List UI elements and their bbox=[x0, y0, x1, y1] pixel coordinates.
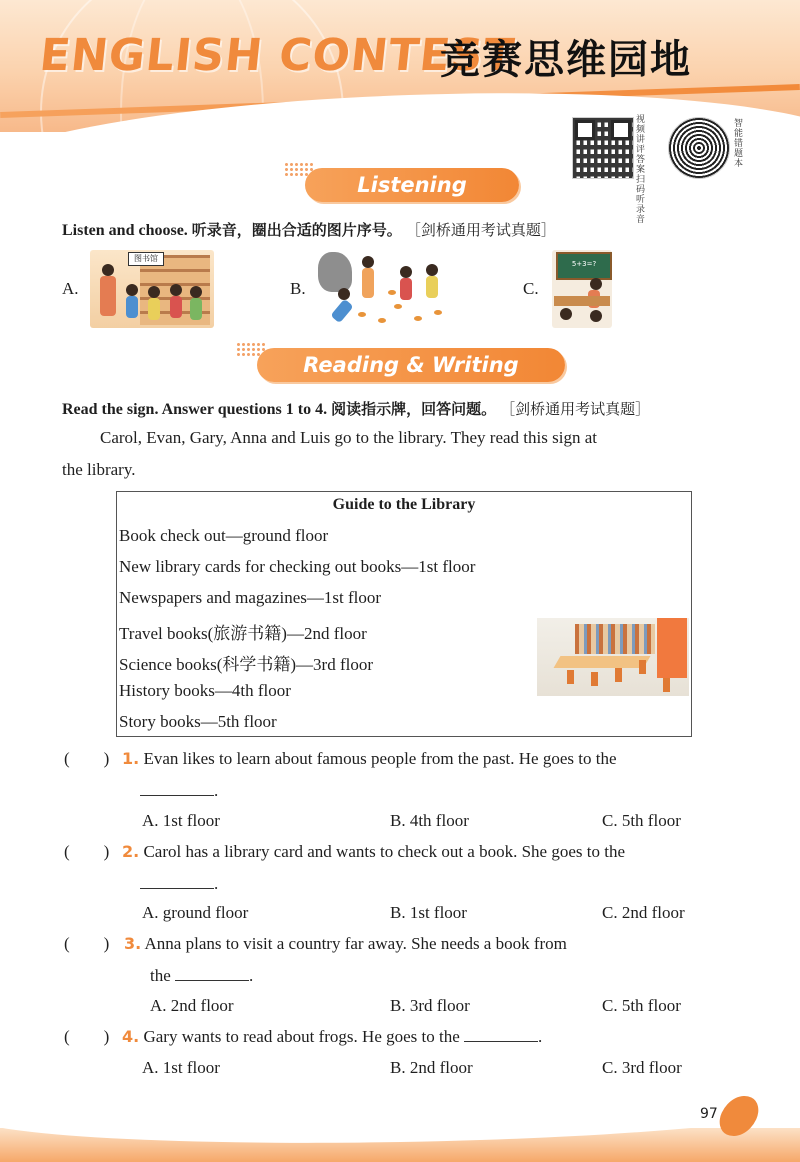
leaf bbox=[434, 310, 442, 315]
guide-title: Guide to the Library bbox=[332, 496, 476, 513]
option-b[interactable]: B. 1st floor bbox=[390, 903, 467, 922]
question-text: Anna plans to visit a country far away. She needs a book from bbox=[144, 934, 567, 953]
question-number: 3. bbox=[124, 934, 142, 953]
leaf bbox=[378, 318, 386, 323]
picture-label-b: B. bbox=[290, 279, 306, 298]
question-2 bbox=[122, 842, 625, 862]
brand-chinese-title: 竞赛思维园地 bbox=[440, 37, 692, 83]
bookshelf-wall bbox=[575, 624, 655, 654]
section-title-reading-writing: Reading & Writing bbox=[303, 353, 519, 377]
punctuation: . bbox=[214, 874, 219, 893]
question-1 bbox=[122, 749, 617, 769]
option-a[interactable]: A. ground floor bbox=[142, 903, 249, 922]
tree-shadow bbox=[318, 252, 352, 292]
answer-blank[interactable] bbox=[140, 783, 214, 796]
guide-item: Story books—5th floor bbox=[119, 712, 277, 731]
kid-body bbox=[330, 299, 353, 324]
option-a[interactable]: A. 1st floor bbox=[142, 811, 220, 830]
blackboard: 5+3=? bbox=[556, 252, 612, 280]
picture-label-a: A. bbox=[62, 279, 79, 298]
library-sign: 图书馆 bbox=[128, 252, 164, 266]
kid-body bbox=[190, 298, 202, 320]
option-b[interactable]: B. 2nd floor bbox=[390, 1058, 473, 1077]
question-3 bbox=[124, 934, 567, 954]
punctuation: . bbox=[538, 1027, 543, 1046]
reading-table bbox=[554, 656, 651, 668]
guide-item: Book check out—ground floor bbox=[119, 526, 329, 545]
leaf bbox=[394, 304, 402, 309]
kid-body bbox=[148, 298, 160, 320]
guide-item: History books—4th floor bbox=[119, 681, 291, 700]
leaf bbox=[388, 290, 396, 295]
qr-label-video: 视频讲评答案扫码听录音 bbox=[636, 115, 646, 225]
kid-body bbox=[362, 268, 374, 298]
option-b[interactable]: B. 3rd floor bbox=[390, 996, 470, 1015]
option-b[interactable]: B. 4th floor bbox=[390, 811, 469, 830]
question-2-line2 bbox=[140, 874, 218, 894]
brand-english-title: ENGLISH CONTEST bbox=[37, 30, 518, 81]
answer-blank[interactable] bbox=[140, 876, 214, 889]
page-header bbox=[0, 0, 800, 132]
orange-wall bbox=[657, 618, 687, 678]
source-tag: ［剑桥通用考试真题］ bbox=[405, 221, 556, 239]
leaf bbox=[414, 316, 422, 321]
chair bbox=[639, 660, 646, 674]
student-head bbox=[560, 308, 572, 320]
chair bbox=[615, 668, 622, 682]
answer-paren[interactable]: ( ) bbox=[64, 749, 110, 768]
kid-head bbox=[148, 286, 160, 298]
teacher-head bbox=[590, 278, 602, 290]
instruction-cn: 听录音，圈出合适的图片序号。 bbox=[191, 221, 402, 239]
section-banner-reading-writing bbox=[257, 348, 565, 382]
answer-paren[interactable]: ( ) bbox=[64, 1027, 110, 1046]
question-text: Gary wants to read about frogs. He goes to the bbox=[143, 1027, 460, 1046]
question-number: 2. bbox=[122, 842, 140, 861]
kid-head bbox=[362, 256, 374, 268]
intro-paragraph-line1: Carol, Evan, Gary, Anna and Luis go to the library. They read this sign at bbox=[100, 428, 597, 447]
qr-code-area bbox=[572, 115, 748, 225]
page-number: 97 bbox=[700, 1106, 718, 1122]
kid-body bbox=[400, 278, 412, 300]
kid-head bbox=[170, 284, 182, 296]
punctuation: . bbox=[249, 966, 254, 985]
chair bbox=[591, 672, 598, 686]
instruction-en: Read the sign. Answer questions 1 to 4. bbox=[62, 401, 328, 418]
question-number: 1. bbox=[122, 749, 140, 768]
question-text: Evan likes to learn about famous people from the past. He goes to the bbox=[143, 749, 617, 768]
listening-instruction bbox=[62, 219, 556, 240]
kid-head bbox=[400, 266, 412, 278]
section-banner-listening bbox=[305, 168, 519, 202]
picture-label-c: C. bbox=[523, 279, 539, 298]
question-1-line2 bbox=[140, 781, 218, 801]
picture-a-library[interactable] bbox=[90, 250, 214, 328]
kid-body bbox=[126, 296, 138, 318]
option-a[interactable]: A. 1st floor bbox=[142, 1058, 220, 1077]
answer-paren[interactable]: ( ) bbox=[64, 934, 110, 953]
instruction-cn: 阅读指示牌，回答问题。 bbox=[331, 400, 497, 418]
kid-head bbox=[338, 288, 350, 300]
kid-body bbox=[170, 296, 182, 318]
guide-item: Travel books(旅游书籍)—2nd floor bbox=[119, 624, 367, 643]
chair bbox=[567, 670, 574, 684]
option-c[interactable]: C. 5th floor bbox=[602, 811, 681, 830]
option-a[interactable]: A. 2nd floor bbox=[150, 996, 234, 1015]
kid-head bbox=[190, 286, 202, 298]
guide-item: Science books(科学书籍)—3rd floor bbox=[119, 655, 374, 674]
question-text: Carol has a library card and wants to check out a book. She goes to the bbox=[143, 842, 625, 861]
kid-head bbox=[126, 284, 138, 296]
kid-body bbox=[426, 276, 438, 298]
option-c[interactable]: C. 2nd floor bbox=[602, 903, 685, 922]
punctuation: . bbox=[214, 781, 219, 800]
question-text: the bbox=[150, 966, 171, 985]
question-3-line2 bbox=[150, 966, 253, 986]
intro-paragraph-line2: the library. bbox=[62, 460, 136, 479]
leaf bbox=[358, 312, 366, 317]
library-illustration bbox=[537, 618, 689, 696]
qr-label-wrongbook: 智能错题本 bbox=[734, 119, 744, 169]
option-c[interactable]: C. 5th floor bbox=[602, 996, 681, 1015]
guide-item: Newspapers and magazines—1st floor bbox=[119, 588, 382, 607]
qr-code-round-icon[interactable] bbox=[668, 117, 730, 179]
library-guide-box bbox=[116, 491, 692, 737]
student-head bbox=[590, 310, 602, 322]
source-tag: ［剑桥通用考试真题］ bbox=[500, 400, 651, 418]
person-head bbox=[102, 264, 114, 276]
desk bbox=[554, 296, 610, 306]
answer-paren[interactable]: ( ) bbox=[64, 842, 110, 861]
guide-item: New library cards for checking out books—1st floor bbox=[119, 557, 476, 576]
section-title-listening: Listening bbox=[357, 173, 467, 197]
answer-blank[interactable] bbox=[175, 968, 249, 981]
answer-blank[interactable] bbox=[464, 1029, 538, 1042]
instruction-en: Listen and choose. bbox=[62, 222, 188, 239]
picture-c-classroom[interactable] bbox=[552, 250, 612, 328]
person-body bbox=[100, 276, 116, 316]
option-c[interactable]: C. 3rd floor bbox=[602, 1058, 682, 1077]
qr-code-icon[interactable] bbox=[572, 117, 634, 179]
reading-instruction bbox=[62, 398, 650, 419]
kid-head bbox=[426, 264, 438, 276]
question-4 bbox=[122, 1027, 542, 1047]
chair bbox=[663, 678, 670, 692]
picture-b-playing-leaves[interactable] bbox=[318, 252, 448, 328]
question-number: 4. bbox=[122, 1027, 140, 1046]
